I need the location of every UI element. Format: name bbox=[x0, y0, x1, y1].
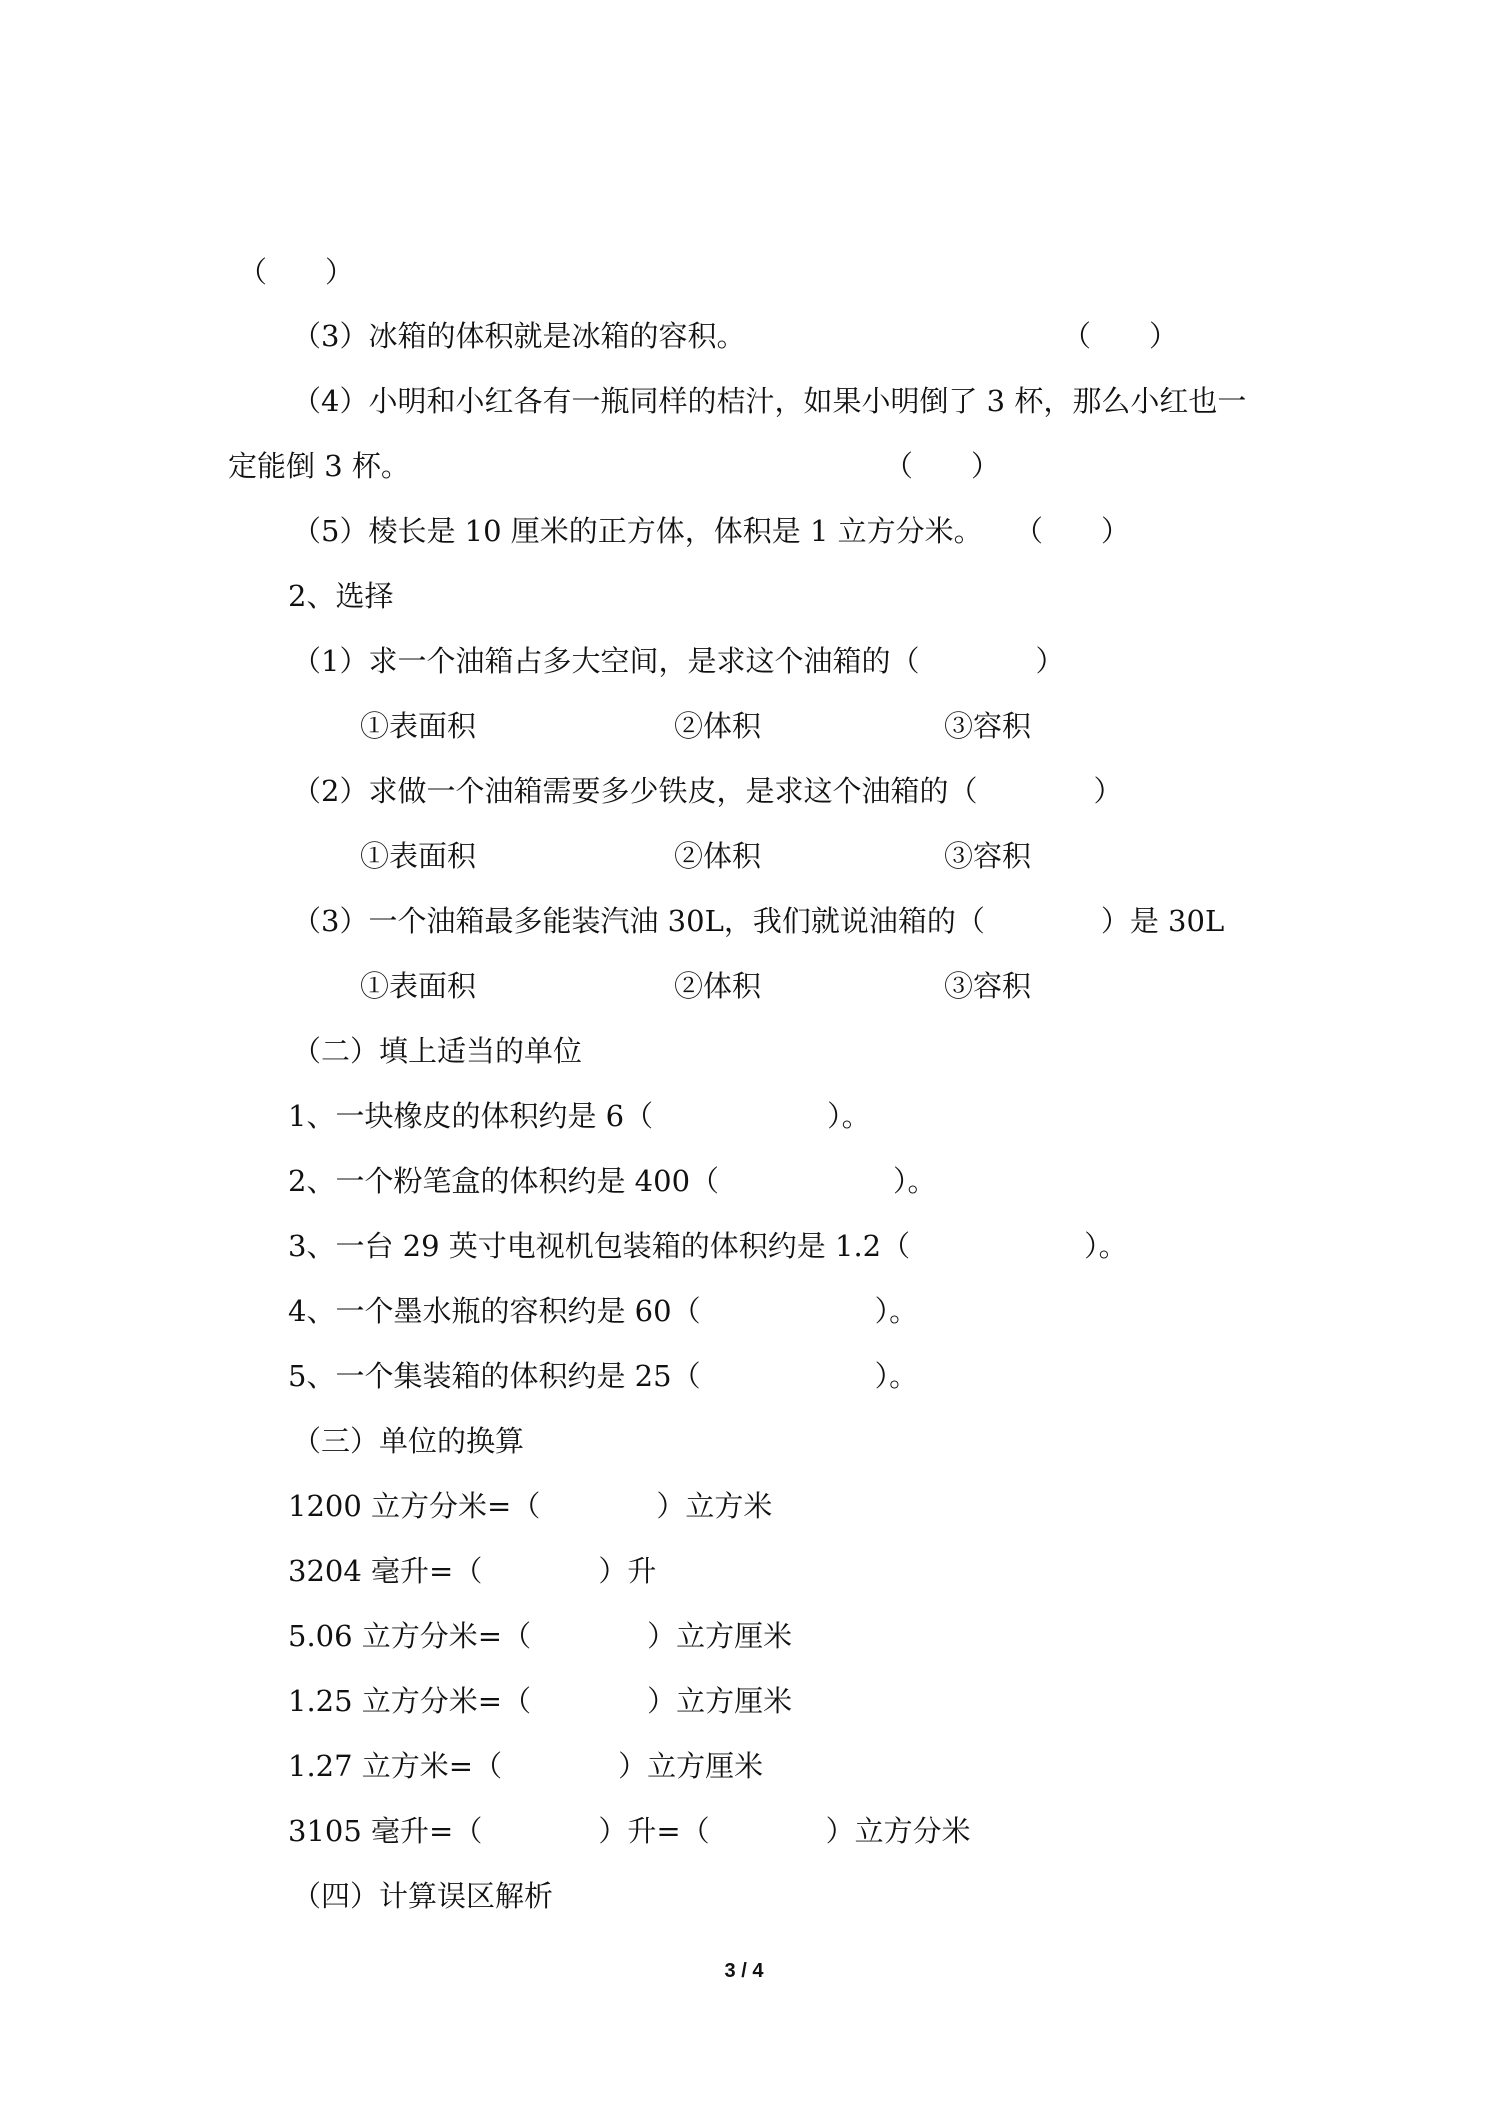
choice-q3-text: （3）一个油箱最多能装汽油 30L，我们就说油箱的（ ）是 30L bbox=[292, 904, 1225, 938]
judge-q3-text: （3）冰箱的体积就是冰箱的容积。 bbox=[292, 319, 746, 353]
choice-q3-option-2: ②体积 bbox=[674, 969, 762, 1003]
units-q2: 2、一个粉笔盒的体积约是 400（ ）。 bbox=[288, 1164, 937, 1198]
judge-q4-text-line2: 定能倒 3 杯。 bbox=[228, 449, 410, 483]
choice-q1-option-3: ③容积 bbox=[944, 709, 1032, 743]
choice-q1-text: （1）求一个油箱占多大空间，是求这个油箱的（ ） bbox=[292, 644, 1065, 678]
choice-q3-option-3: ③容积 bbox=[944, 969, 1032, 1003]
choice-q1-option-2: ②体积 bbox=[674, 709, 762, 743]
choice-q2-option-2: ②体积 bbox=[674, 839, 762, 873]
section-choice-heading: 2、选择 bbox=[288, 579, 394, 613]
judge-q3-answer-blank: （ ） bbox=[1062, 319, 1179, 353]
section-conversion-heading: （三）单位的换算 bbox=[292, 1424, 525, 1458]
judge-q5-answer-blank: （ ） bbox=[1014, 514, 1131, 548]
choice-q2-option-1: ①表面积 bbox=[360, 839, 477, 873]
section-units-heading: （二）填上适当的单位 bbox=[292, 1034, 583, 1068]
choice-q3-option-1: ①表面积 bbox=[360, 969, 477, 1003]
units-q4: 4、一个墨水瓶的容积约是 60（ ）。 bbox=[288, 1294, 919, 1328]
conversion-q2: 3204 毫升=（ ）升 bbox=[288, 1554, 657, 1588]
judge-q4-answer-blank: （ ） bbox=[884, 449, 1001, 483]
conversion-q6: 3105 毫升=（ ）升=（ ）立方分米 bbox=[288, 1814, 971, 1848]
judge-q2-answer-blank: （ ） bbox=[238, 255, 355, 289]
choice-q2-option-3: ③容积 bbox=[944, 839, 1032, 873]
conversion-q4: 1.25 立方分米=（ ）立方厘米 bbox=[288, 1684, 793, 1718]
choice-q1-option-1: ①表面积 bbox=[360, 709, 477, 743]
page-number: 3 / 4 bbox=[724, 1960, 764, 1982]
units-q5: 5、一个集装箱的体积约是 25（ ）。 bbox=[288, 1359, 919, 1393]
conversion-q3: 5.06 立方分米=（ ）立方厘米 bbox=[288, 1619, 793, 1653]
units-q1: 1、一块橡皮的体积约是 6（ ）。 bbox=[288, 1099, 871, 1133]
units-q3: 3、一台 29 英寸电视机包装箱的体积约是 1.2（ ）。 bbox=[288, 1229, 1128, 1263]
choice-q2-text: （2）求做一个油箱需要多少铁皮，是求这个油箱的（ ） bbox=[292, 774, 1123, 808]
conversion-q5: 1.27 立方米=（ ）立方厘米 bbox=[288, 1749, 764, 1783]
conversion-q1: 1200 立方分米=（ ）立方米 bbox=[288, 1489, 773, 1523]
section-analysis-heading: （四）计算误区解析 bbox=[292, 1879, 554, 1913]
judge-q4-text-line1: （4）小明和小红各有一瓶同样的桔汁，如果小明倒了 3 杯，那么小红也一 bbox=[292, 384, 1247, 418]
judge-q5-text: （5）棱长是 10 厘米的正方体，体积是 1 立方分米。 bbox=[292, 514, 983, 548]
